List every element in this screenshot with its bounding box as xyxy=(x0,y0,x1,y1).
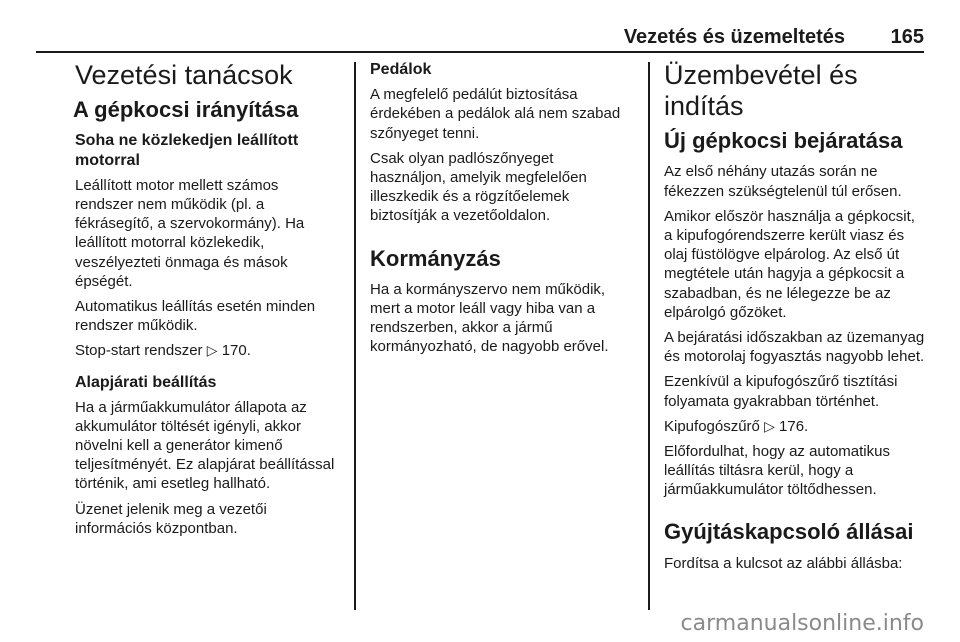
paragraph: Ha a kormányszervo nem működik, mert a motor leáll vagy hiba van a rendszerben, akkor a jármű kormányozható, de nagyobb erővel. xyxy=(370,280,609,356)
section-heading: Kormányzás xyxy=(370,245,501,271)
paragraph: Ha a járműakkumulátor állapota az akkumulátor töltését igényli, akkor növelni kell a generátor kimenő teljesítményét. Ez alapjárat beállítással történik, ami esetleg hallható. xyxy=(75,398,335,493)
subsection-heading: Pedálok xyxy=(370,61,432,78)
paragraph-with-reference xyxy=(664,417,926,436)
reference-page[interactable]: 176. xyxy=(779,417,809,435)
column-3 xyxy=(664,60,926,579)
column-1 xyxy=(75,60,337,544)
watermark: carmanualsonline.info xyxy=(680,611,924,636)
paragraph: Az első néhány utazás során ne fékezzen szükségtelenül túl erősen. xyxy=(664,163,902,200)
paragraph: Üzenet jelenik meg a vezetői információs központban. xyxy=(75,500,267,537)
subsection-heading: Alapjárati beállítás xyxy=(75,373,217,391)
paragraph: Fordítsa a kulcsot az alábbi állásba: xyxy=(664,554,903,572)
paragraph: A megfelelő pedálút biztosítása érdekében a pedálok alá nem szabad szőnyeget tenni. xyxy=(370,86,621,142)
paragraph: Ezenkívül a kipufogószűrő tisztítási folyamata gyakrabban történhet. xyxy=(664,373,898,410)
column-2 xyxy=(370,60,632,363)
section-heading: Gyújtáskapcsoló állásai xyxy=(664,519,914,545)
column-divider xyxy=(354,62,356,610)
subsection-heading: Soha ne közlekedjen leállított motorral xyxy=(75,132,299,169)
section-heading: Új gépkocsi bejáratása xyxy=(664,128,903,154)
paragraph: Csak olyan padlószőnyeget használjon, amelyik megfelelően illeszkedik és a rögzítőelemek biztosítják a vezetőoldalon. xyxy=(370,149,587,225)
running-header xyxy=(36,26,924,53)
reference-page[interactable]: 170. xyxy=(221,342,251,360)
paragraph: Amikor először használja a gépkocsit, a kipufogórendszerre került viasz és olaj füstölögve elpárolog. Az első út megtétele után hagyja a gépkocsit a szabadban, és ne lélegezze be az elpárolgó gőzöket. xyxy=(664,207,915,321)
section-heading: A gépkocsi irányítása xyxy=(73,97,299,123)
column-divider xyxy=(648,62,650,610)
reference-text: Kipufogószűrő xyxy=(664,417,760,435)
paragraph: Előfordulhat, hogy az automatikus leállítás tiltásra kerül, hogy a járműakkumulátor töltődhessen. xyxy=(664,442,890,499)
chapter-heading: Üzembevétel és indítás xyxy=(664,60,858,122)
page-reference-arrow-icon: ▷ xyxy=(764,417,775,434)
page-number: 165 xyxy=(890,26,924,48)
paragraph: Automatikus leállítás esetén minden rendszer működik. xyxy=(75,297,316,335)
section-title: Vezetés és üzemeltetés xyxy=(623,26,846,48)
chapter-heading: Vezetési tanácsok xyxy=(75,60,293,90)
page-reference-arrow-icon: ▷ xyxy=(206,342,218,359)
paragraph-with-reference xyxy=(75,341,337,360)
paragraph: Leállított motor mellett számos rendszer nem működik (pl. a fékrásegítő, a szervokormány). Ha leállított motorral közlekedik, veszélyezteti önmaga és mások épségét. xyxy=(75,176,305,290)
paragraph: A bejáratási időszakban az üzemanyag és motorolaj fogyasztás nagyobb lehet. xyxy=(664,328,925,366)
reference-text: Stop-start rendszer xyxy=(75,342,203,360)
